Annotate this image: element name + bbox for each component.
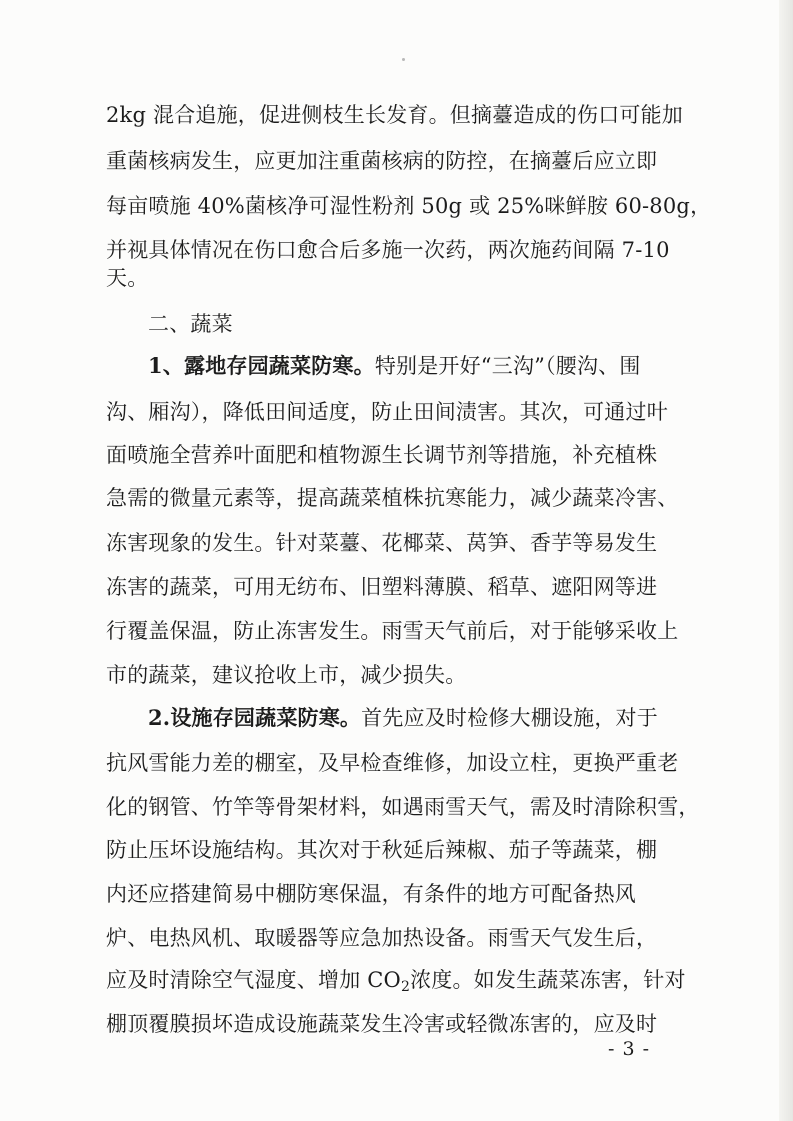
paragraph-first-line [148,704,666,732]
text-line: 每亩喷施 40%菌核净可湿性粉剂 50g 或 25%咪鲜胺 60-80g， [106,194,712,218]
text-line: 重菌核病发生，应更加注重菌核病的防控，在摘薹后应立即 [106,149,658,173]
text-line: 防止压坏设施结构。其次对于秋延后辣椒、茄子等蔬菜，棚 [106,838,658,862]
text-line: 天。 [106,266,149,290]
text-line: 面喷施全营养叶面肥和植物源生长调节剂等措施，补充植株 [106,443,658,467]
text-line: 急需的微量元素等，提高蔬菜植株抗寒能力，减少蔬菜冷害、 [106,486,679,510]
text-line: 2kg 混合追施，促进侧枝生长发育。但摘薹造成的伤口可能加 [106,103,684,127]
text-line: 化的钢管、竹竿等骨架材料，如遇雨雪天气，需及时清除积雪， [106,795,700,819]
paragraph-text: 首先应及时检修大棚设施，对于 [361,706,658,730]
paragraph-heading: 1、露地存园蔬菜防寒。 [148,353,375,378]
subscript: 2 [400,979,411,995]
text-line: 冻害现象的发生。针对菜薹、花椰菜、莴笋、香芋等易发生 [106,531,658,555]
paragraph-heading: 2.设施存园蔬菜防寒。 [148,705,362,730]
text-line: 并视具体情况在伤口愈合后多施一次药，两次施药间隔 7-10 [106,238,670,262]
text-line: 行覆盖保温，防止冻害发生。雨雪天气前后，对于能够采收上 [106,619,679,643]
paragraph-text: 特别是开好“三沟”（腰沟、围 [374,354,641,378]
paragraph-first-line [148,352,666,380]
text-line [106,966,686,1001]
section-heading: 二、蔬菜 [148,312,233,336]
text-segment: 浓度。如发生蔬菜冻害，针对 [410,968,686,992]
text-line: 冻害的蔬菜，可用无纺布、旧塑料薄膜、稻草、遮阳网等进 [106,575,658,599]
text-line: 内还应搭建简易中棚防寒保温，有条件的地方可配备热风 [106,882,636,906]
text-line: 沟、厢沟），降低田间适度，防止田间渍害。其次，可通过叶 [106,400,668,424]
text-line: 抗风雪能力差的棚室，及早检查维修，加设立柱，更换严重老 [106,751,679,775]
page-number: - 3 - [608,1038,651,1060]
text-line: 棚顶覆膜损坏造成设施蔬菜发生冷害或轻微冻害的，应及时 [106,1012,658,1036]
text-line: 市的蔬菜，建议抢收上市，减少损失。 [106,663,467,687]
text-segment: 应及时清除空气湿度、增加 CO [106,968,401,992]
text-line: 炉、电热风机、取暖器等应急加热设备。雨雪天气发生后， [106,926,658,950]
